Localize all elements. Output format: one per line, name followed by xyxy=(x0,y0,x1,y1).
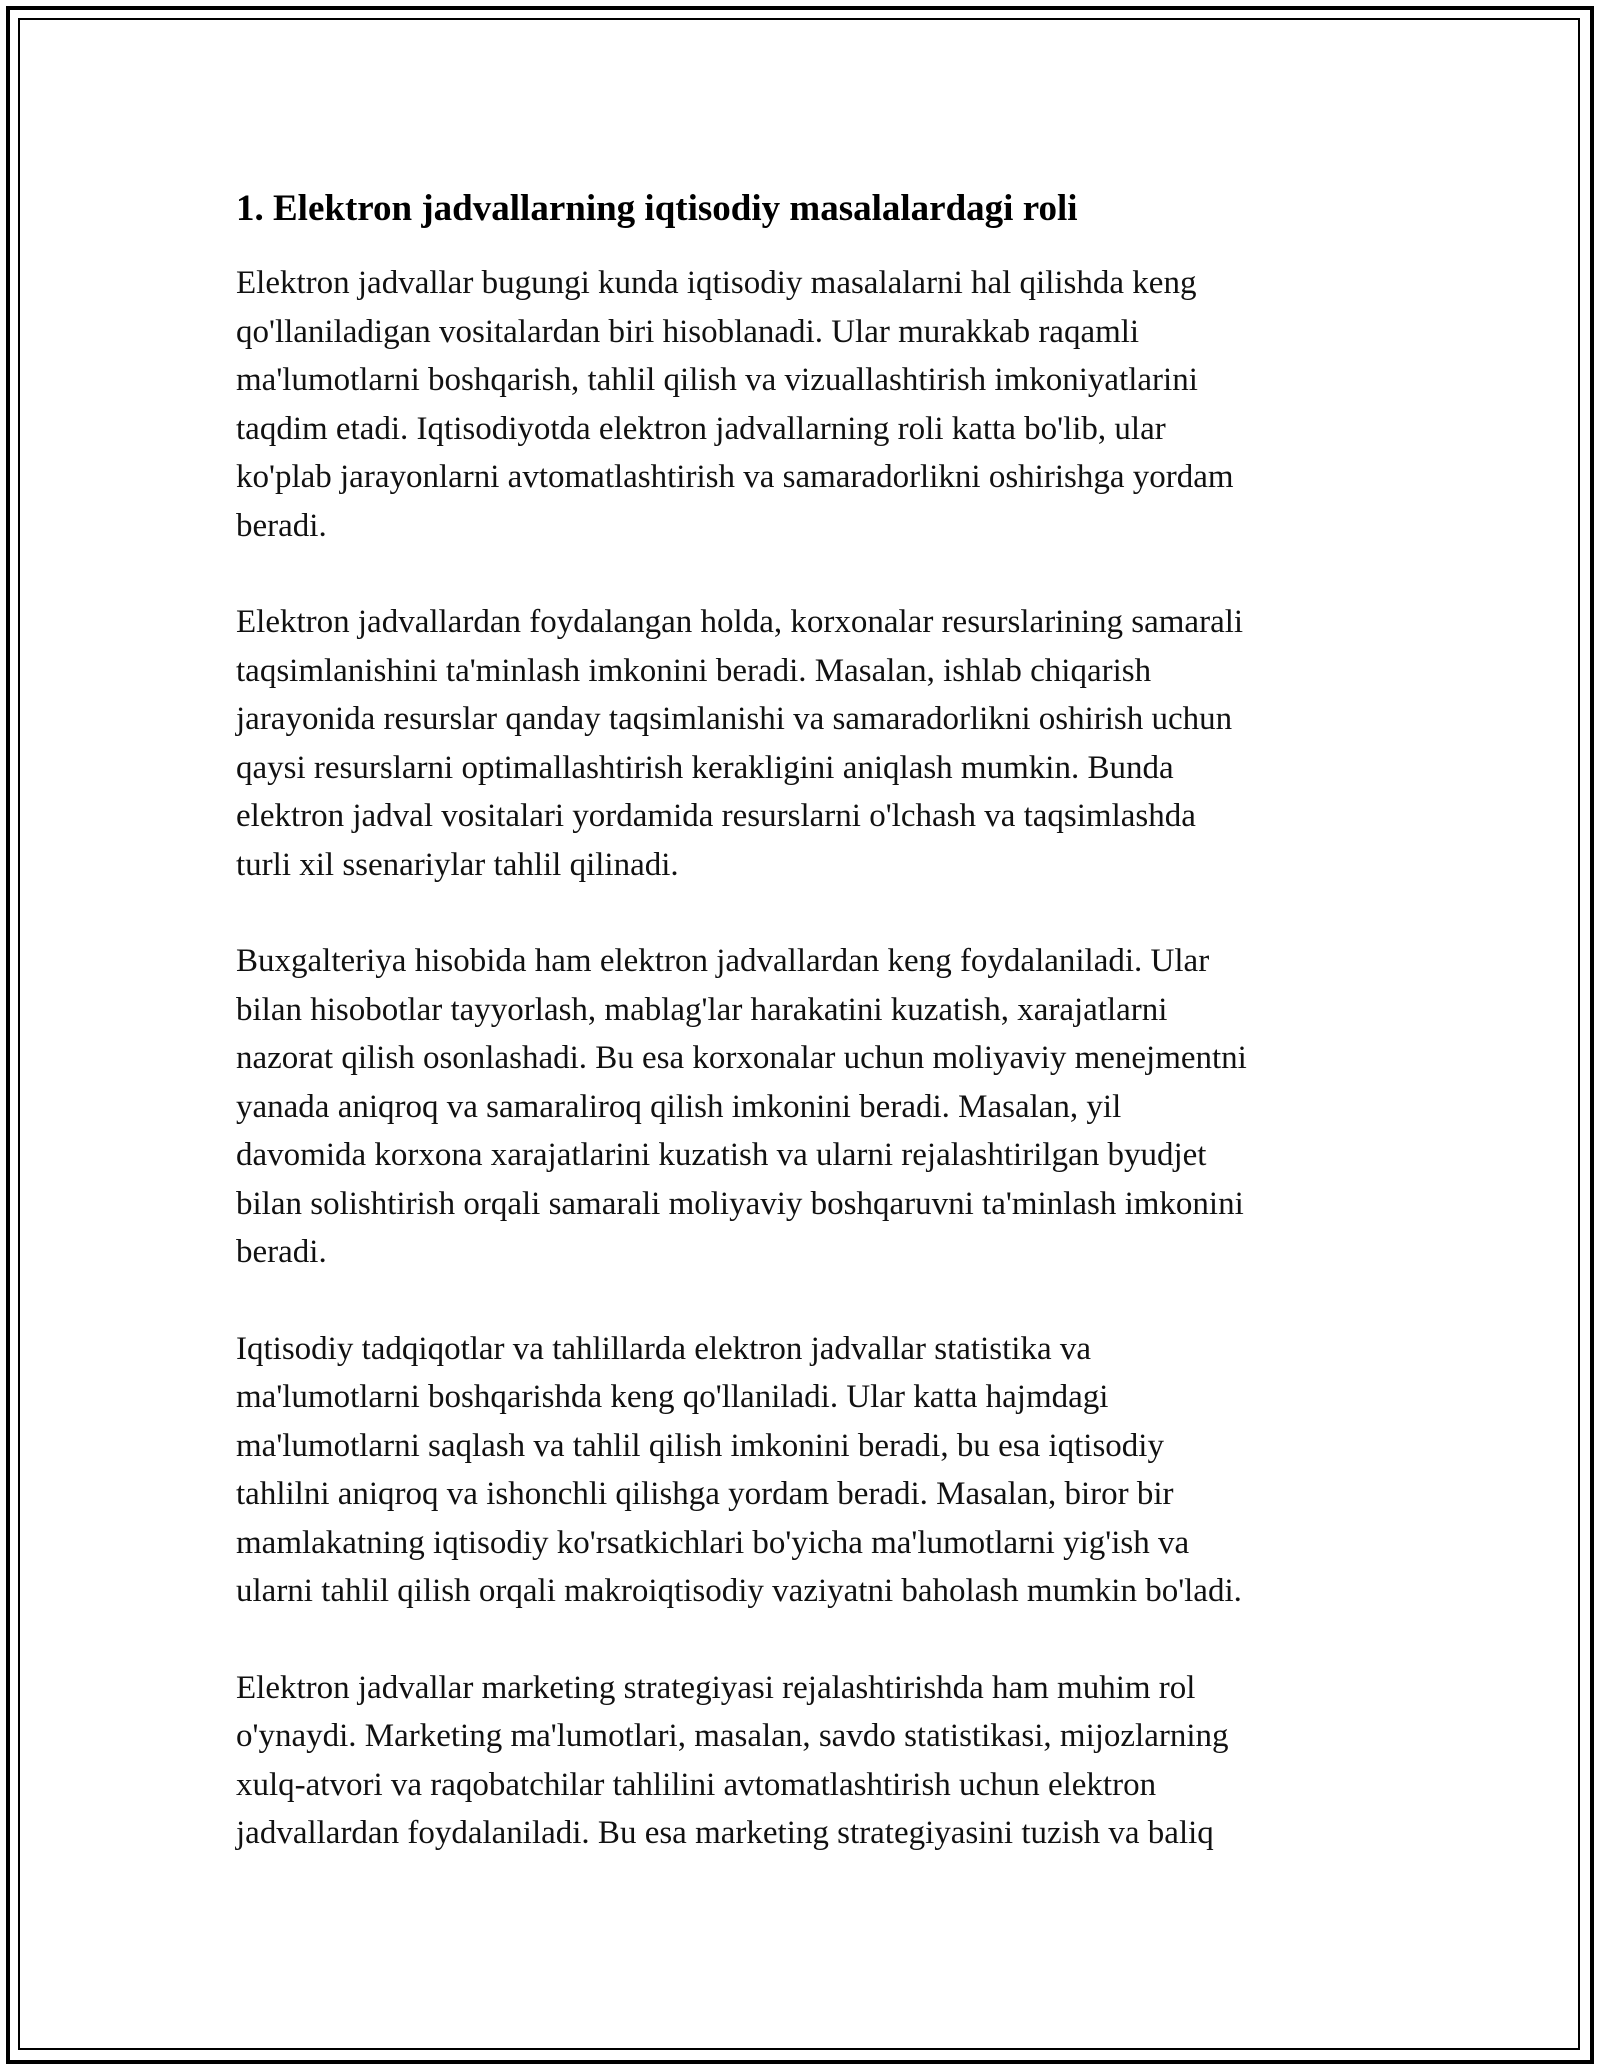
paragraph xyxy=(236,259,1386,550)
text-line: yanada aniqroq va samaraliroq qilish imkonini beradi. Masalan, yil xyxy=(236,1088,1122,1125)
text-line: o'ynaydi. Marketing ma'lumotlari, masalan, savdo statistikasi, mijozlarning xyxy=(236,1718,1229,1754)
text-line: ma'lumotlarni boshqarishda keng qo'llaniladi. Ular katta hajmdagi xyxy=(236,1379,1109,1415)
text-line: taqsimlanishini ta'minlash imkonini beradi. Masalan, ishlab chiqarish xyxy=(236,652,1152,689)
text-line: turli xil ssenariylar tahlil qilinadi. xyxy=(236,846,679,883)
paragraph xyxy=(236,598,1386,889)
document-body xyxy=(236,185,1386,1906)
paragraph xyxy=(236,1325,1386,1616)
text-line: ularni tahlil qilish orqali makroiqtisodiy vaziyatni baholash mumkin bo'ladi. xyxy=(236,1573,1242,1609)
text-line: davomida korxona xarajatlarini kuzatish va ularni rejalashtirilgan byudjet xyxy=(236,1137,1207,1173)
paragraph xyxy=(236,937,1386,1277)
text-line: taqdim etadi. Iqtisodiyotda elektron jadvallarning roli katta bo'lib, ular xyxy=(236,410,1166,447)
text-line: Iqtisodiy tadqiqotlar va tahlillarda elektron jadvallar statistika va xyxy=(236,1330,1091,1367)
text-line: mamlakatning iqtisodiy ko'rsatkichlari bo'yicha ma'lumotlarni yig'ish va xyxy=(236,1524,1190,1561)
text-line: tahlilni aniqroq va ishonchli qilishga yordam beradi. Masalan, biror bir xyxy=(236,1476,1174,1512)
text-line: xulq-atvori va raqobatchilar tahlilini avtomatlashtirish uchun elektron xyxy=(236,1766,1157,1803)
text-line: jadvallardan foydalaniladi. Bu esa marketing strategiyasini tuzish va baliq xyxy=(236,1815,1214,1851)
text-line: Elektron jadvallar marketing strategiyasi rejalashtirishda ham muhim rol xyxy=(236,1669,1196,1706)
text-line: Buxgalteriya hisobida ham elektron jadvallardan keng foydalaniladi. Ular xyxy=(236,943,1210,979)
section-heading: 1. Elektron jadvallarning iqtisodiy masalalardagi roli xyxy=(236,188,1078,229)
text-line: beradi. xyxy=(236,507,327,544)
text-line: jarayonida resurslar qanday taqsimlanishi va samaradorlikni oshirish uchun xyxy=(236,701,1233,737)
paragraph xyxy=(236,1664,1386,1858)
text-line: beradi. xyxy=(236,1234,327,1270)
text-line: qaysi resurslarni optimallashtirish kerakligini aniqlash mumkin. Bunda xyxy=(236,749,1174,786)
text-line: Elektron jadvallardan foydalangan holda, korxonalar resurslarining samarali xyxy=(236,604,1244,640)
text-line: bilan hisobotlar tayyorlash, mablag'lar harakatini kuzatish, xarajatlarni xyxy=(236,991,1168,1028)
text-line: bilan solishtirish orqali samarali moliyaviy boshqaruvni ta'minlash imkonini xyxy=(236,1185,1244,1222)
text-line: ko'plab jarayonlarni avtomatlashtirish va samaradorlikni oshirishga yordam xyxy=(236,459,1234,495)
text-line: Elektron jadvallar bugungi kunda iqtisodiy masalalarni hal qilishda keng xyxy=(236,265,1197,301)
text-line: ma'lumotlarni boshqarish, tahlil qilish va vizuallashtirish imkoniyatlarini xyxy=(236,362,1198,398)
text-line: elektron jadval vositalari yordamida resurslarni o'lchash va taqsimlashda xyxy=(236,798,1196,834)
text-line: nazorat qilish osonlashadi. Bu esa korxonalar uchun moliyaviy menejmentni xyxy=(236,1040,1247,1076)
text-line: ma'lumotlarni saqlash va tahlil qilish imkonini beradi, bu esa iqtisodiy xyxy=(236,1427,1164,1464)
text-line: qo'llaniladigan vositalardan biri hisoblanadi. Ular murakkab raqamli xyxy=(236,313,1140,350)
paragraph-list xyxy=(236,259,1386,1858)
